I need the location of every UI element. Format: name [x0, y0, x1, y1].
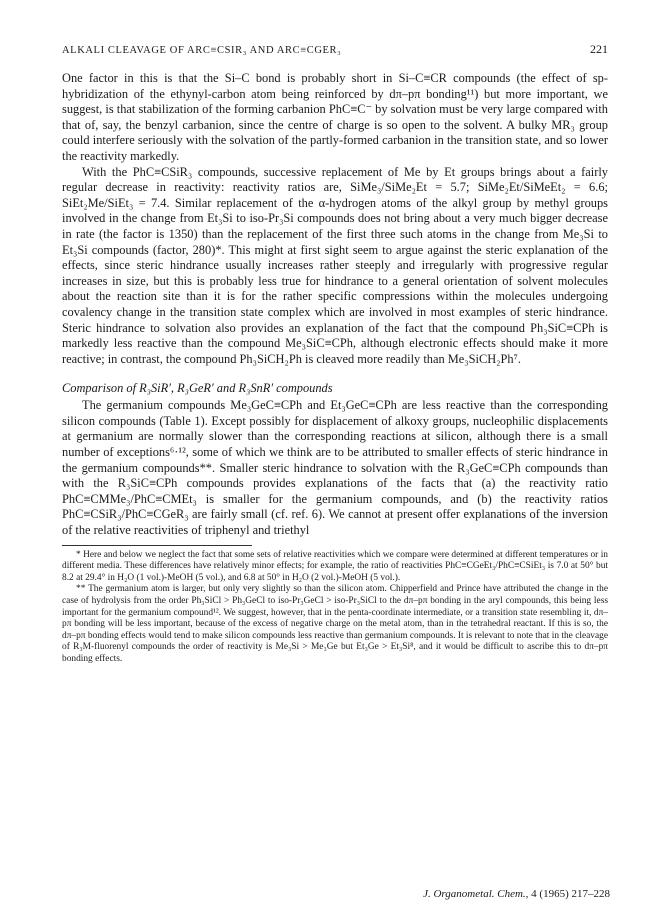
- journal-citation: [423, 888, 610, 900]
- running-head: [62, 42, 608, 57]
- paragraph: With the PhC≡CSiR₃ compounds, successive replacement of Me by Et groups brings about a fairly regular decrease in reactivity: reactivity ratios are, SiMe₃/SiMe₂Et = 5.7; SiMe₂Et/SiMeEt₂ = 6.6; SiEt₂Me/SiEt₃ = 7.4. Similar replacement of the α-hydrogen atoms of the alkyl group by methyl groups involved in the change from Et₃Si to iso-Pr₃Si compounds does not bring about a very much bigger decrease in rate (the factor is 1350) than the replacement of the first three such atoms in the change from Me₃Si to Et₃Si compounds (factor, 280)*. This might at first sight seem to argue against the steric explanation of the effects, since steric hindrance usually increases rather steeply and irregularly with progressive regular increases in size, but this is probably less true for hindrance to a general orientation of solvent molecules about the reaction site than it is for the rather specific compressions within the molecules undergoing covalency change in the transition state complex which are involved in most examples of steric hindrance. Steric hindrance to solvation also provides an explanation of the fact that the compound Ph₃SiC≡CPh is markedly less reactive than the compound Me₃SiC≡CPh, although electronic effects should make it more reactive; in contrast, the compound Ph₃SiCH₂Ph is cleaved more readily than Me₃SiCH₂Ph⁷.: [62, 164, 608, 366]
- footnote-rule: [62, 545, 252, 546]
- running-title: ALKALI CLEAVAGE OF ARC≡CSIR₃ AND ARC≡CGER₃: [62, 45, 342, 56]
- footnotes: [62, 550, 608, 666]
- footnote: ** The germanium atom is larger, but only very slightly so than the silicon atom. Chipperfield and Prince have attributed the change in the case of hydrolysis from the order Ph₃SiCl > Ph₃GeCl to iso-Pr₃GeCl > iso-Pr₃SiCl to the dπ–pπ bonding in the aryl compounds, this being less important for the germanium compound¹². We suggest, however, that in the penta-coordinate intermediate, or a transition state resembling it, dπ–pπ bonding will be less important, because of the excess of negative charge on the metal atom, than in the tetrahedral reactant. If this is so, the dπ–pπ bonding effects would tend to make silicon compounds less reactive than germanium compounds. It is relevant to note that in the cleavage of R₃M-fluorenyl compounds the order of reactivity is Me₃Si > Me₃Ge but Et₃Ge > Et₃Si⁸, and it would be difficult to ascribe this to dπ–pπ bonding effects.: [62, 584, 608, 664]
- body-text: [62, 71, 608, 539]
- journal-volume: 4 (1965) 217–228: [531, 888, 610, 900]
- footnote: * Here and below we neglect the fact that some sets of relative reactivities which we compare were determined at different temperatures or in different media. These differences have relatively minor effects; for example, the ratio of reactivities PhC≡CGeEt₃/PhC≡CSiEt₃ is 7.0 at 50° but 8.2 at 29.4° in H₂O (1 vol.)-MeOH (5 vol.), and 6.8 at 50° in H₂O (2 vol.)-MeOH (5 vol.).: [62, 549, 608, 583]
- paragraph: The germanium compounds Me₃GeC≡CPh and Et₃GeC≡CPh are less reactive than the corresponding silicon compounds (Table 1). Except possibly for displacement of alkoxy groups, nucleophilic displacements at germanium are normally slower than the corresponding reactions at silicon, although there is a small number of exceptions⁶·¹², some of which we think are to be attributed to smaller effects of steric hindrance in the germanium compounds**. Smaller steric hindrance to solvation with the R₃GeC≡CPh compounds than with the R₃SiC≡CPh compounds provides explanations of the facts that (a) the reactivity ratio PhC≡CMMe₃/PhC≡CMEt₃ is smaller for the germanium compounds, and (b) the reactivity ratios PhC≡CSiR₃/PhC≡CGeR₃ are fairly small (cf. ref. 6). We cannot at present offer explanations of the inversion of the relative reactivities of triphenyl and triethyl: [62, 398, 608, 538]
- section-heading: Comparison of R₃SiR′, R₃GeR′ and R₃SnR′ compounds: [62, 381, 333, 396]
- paragraph: One factor in this is that the Si–C bond is probably short in Si–C≡CR compounds (the effect of sp-hybridization of the ethynyl-carbon atom being reinforced by dπ–pπ bonding¹¹) but more important, we suggest, is that stabilization of the forming carbanion PhC≡C⁻ by solvation must be very large compared with that of, say, the benzyl carbanion, since the centre of charge is so open to the solvent. A bulky MR₃ group could interfere seriously with the solvation of the partly-formed carbanion in the transition state, and so lower the reactivity markedly.: [62, 71, 608, 163]
- page-number: 221: [590, 42, 608, 56]
- journal-name: J. Organometal. Chem.,: [423, 888, 529, 900]
- page: [62, 42, 608, 666]
